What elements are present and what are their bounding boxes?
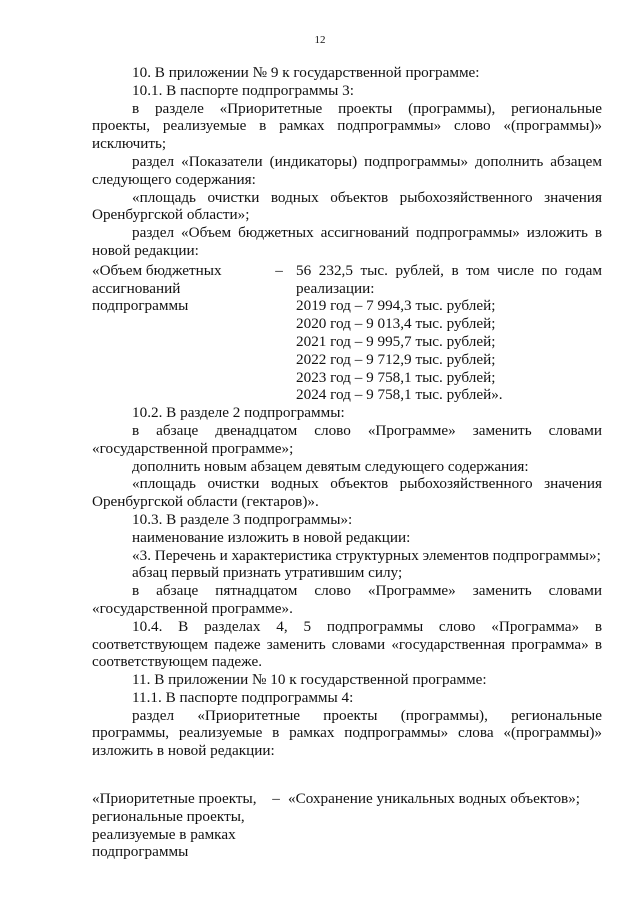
priority-block [92,790,602,861]
budget-line: 2022 год – 9 712,9 тыс. рублей; [296,350,496,368]
document-body [92,64,602,861]
budget-line: 2021 год – 9 995,7 тыс. рублей; [296,332,496,350]
paragraph: раздел «Объем бюджетных ассигнований подпрограммы» изложить в новой редакции: [92,224,602,259]
budget-line: 2019 год – 7 994,3 тыс. рублей; [296,297,496,315]
paragraph: абзац первый признать утратившим силу; [132,564,403,582]
paragraph: 10.1. В паспорте подпрограммы 3: [132,81,354,99]
priority-label: «Приоритетные проекты, региональные проекты, реализуемые в рамках подпрограммы [92,790,257,861]
paragraph: раздел «Приоритетные проекты (программы), региональные программы, реализуемые в рамках подпрограммы» слова «(программы)» изложить в новой редакции: [92,706,602,760]
paragraph: в разделе «Приоритетные проекты (программы), региональные проекты, реализуемые в рамках подпрограммы» слово «(программы)» исключить; [92,99,602,153]
budget-line: 56 232,5 тыс. рублей, в том числе по годам реализации: [296,261,602,297]
priority-value: «Сохранение уникальных водных объектов»; [288,790,581,808]
paragraph: в абзаце пятнадцатом слово «Программе» заменить словами «государственной программе». [92,582,602,617]
paragraph: дополнить новым абзацем девятым следующего содержания: [132,457,529,475]
paragraph: «3. Перечень и характеристика структурных элементов подпрограммы»; [132,546,601,564]
paragraph: 10.4. В разделах 4, 5 подпрограммы слово «Программа» в соответствующем падеже заменить словами «государственная программа» в соответствующем падеже. [92,617,602,671]
budget-block [92,262,602,404]
paragraph: 10. В приложении № 9 к государственной программе: [132,64,480,81]
paragraph: 10.3. В разделе 3 подпрограммы»: [132,510,353,528]
paragraph: раздел «Показатели (индикаторы) подпрограммы» дополнить абзацем следующего содержания: [92,152,602,188]
budget-label: «Объем бюджетных ассигнований подпрограммы [92,261,222,315]
budget-line: 2024 год – 9 758,1 тыс. рублей». [296,386,503,404]
page-number: 12 [314,34,326,46]
paragraph: 10.2. В разделе 2 подпрограммы: [132,404,345,422]
paragraph: в абзаце двенадцатом слово «Программе» заменить словами «государственной программе»; [92,421,602,457]
budget-line: 2020 год – 9 013,4 тыс. рублей; [296,315,496,333]
paragraph: «площадь очистки водных объектов рыбохозяйственного значения Оренбургской области (гектаров)». [92,475,602,511]
priority-dash: – [272,790,280,808]
paragraph: «площадь очистки водных объектов рыбохозяйственного значения Оренбургской области»; [92,188,602,224]
paragraph: наименование изложить в новой редакции: [132,528,411,546]
budget-line: 2023 год – 9 758,1 тыс. рублей; [296,368,496,386]
paragraph: 11.1. В паспорте подпрограммы 4: [132,688,354,706]
budget-values [296,262,602,404]
paragraph: 11. В приложении № 10 к государственной программе: [132,671,487,689]
budget-dash: – [275,261,283,279]
